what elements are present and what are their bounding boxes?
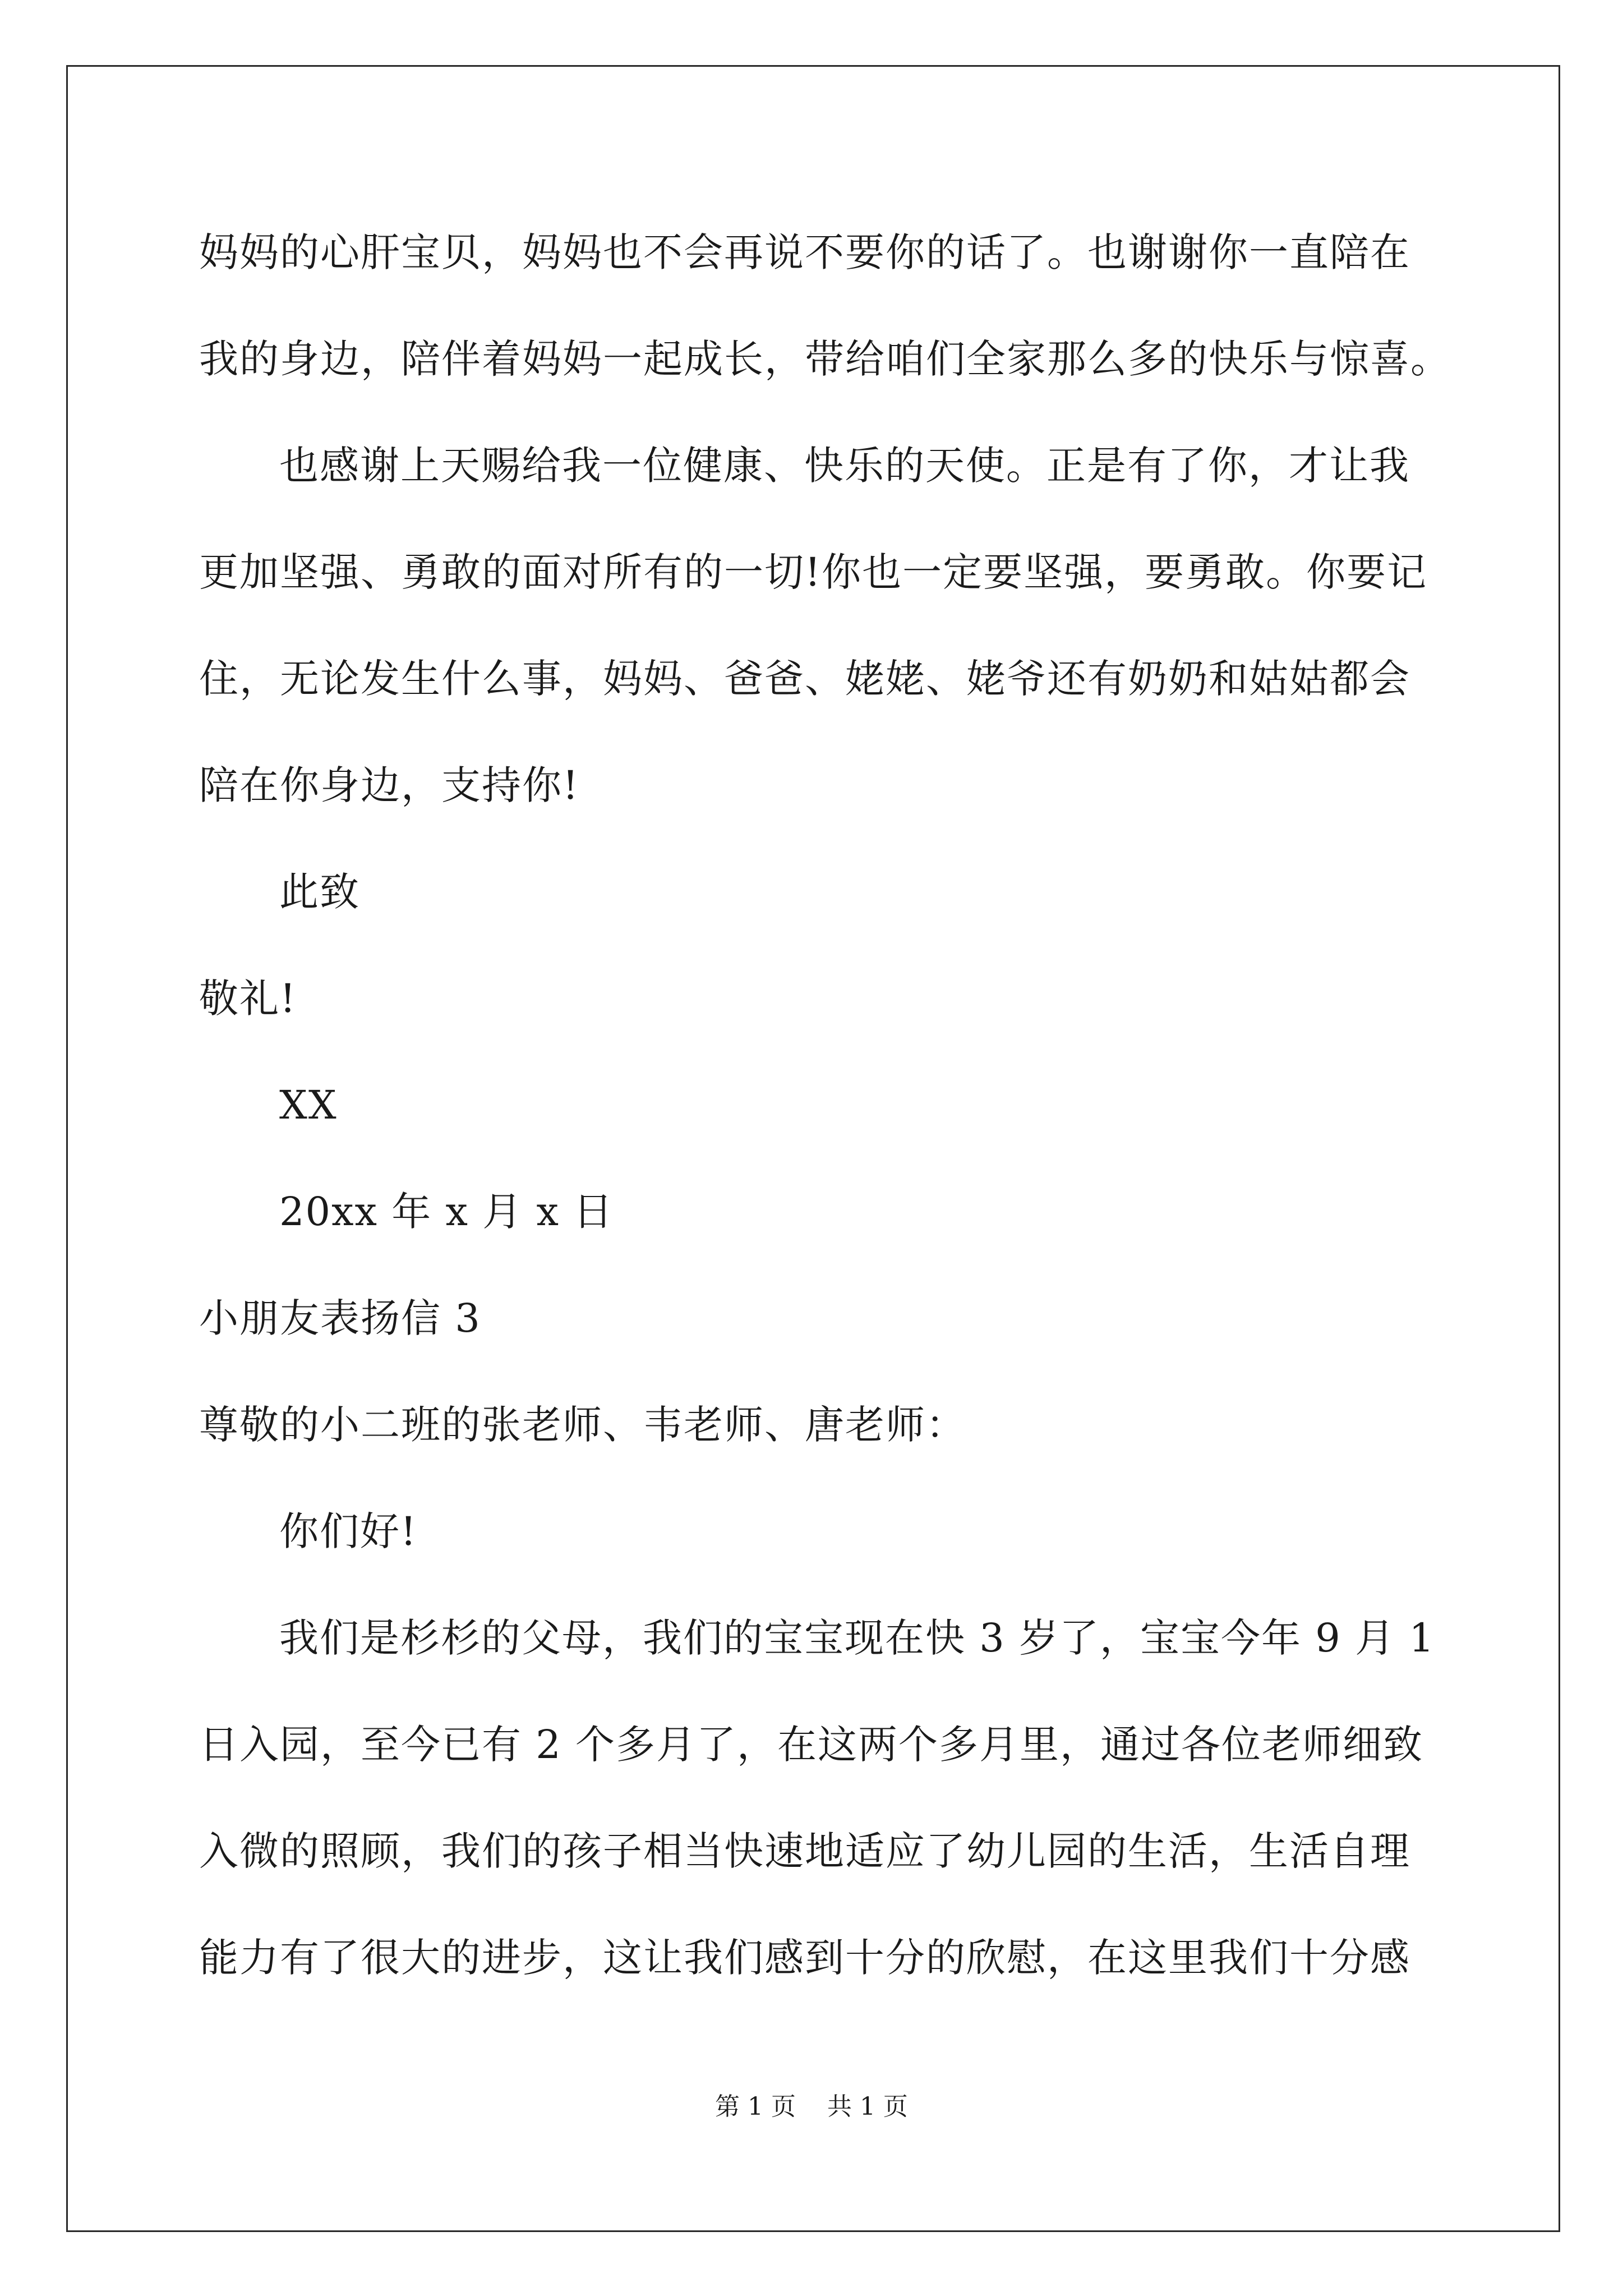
closing-regards: 敬礼! [199,976,297,1022]
body-line: 能力有了很大的进步，这让我们感到十分的欣慰，在这里我们十分感 [199,1935,1410,1981]
body-line: 我的身边，陪伴着妈妈一起成长，带给咱们全家那么多的快乐与惊喜。 [199,336,1451,382]
body-line: 也感谢上天赐给我一位健康、快乐的天使。正是有了你，才让我 [279,443,1410,489]
signature-date: 20xx 年 x 月 x 日 [279,1189,614,1235]
body-line: 妈妈的心肝宝贝，妈妈也不会再说不要你的话了。也谢谢你一直陪在 [199,229,1410,275]
body-line: 陪在你身边，支持你! [199,762,580,808]
letter-greeting: 尊敬的小二班的张老师、韦老师、唐老师： [199,1402,966,1448]
signature-name: XX [279,1082,338,1128]
body-line: 我们是杉杉的父母，我们的宝宝现在快 3 岁了，宝宝今年 9 月 1 [279,1615,1435,1661]
body-line: 更加坚强、勇敢的面对所有的一切!你也一定要坚强，要勇敢。你要记 [199,549,1428,595]
letter-hello: 你们好! [279,1508,418,1554]
closing-salutation: 此致 [279,869,360,915]
body-line: 住，无论发生什么事，妈妈、爸爸、姥姥、姥爷还有奶奶和姑姑都会 [199,656,1410,702]
page-number-footer: 第 1 页 共 1 页 [715,2092,908,2121]
page-border [66,65,1560,2232]
section-title: 小朋友表扬信 3 [199,1295,481,1341]
body-line: 日入园，至今已有 2 个多月了，在这两个多月里，通过各位老师细致 [199,1722,1424,1768]
body-line: 入微的照顾，我们的孩子相当快速地适应了幼儿园的生活，生活自理 [199,1828,1410,1874]
